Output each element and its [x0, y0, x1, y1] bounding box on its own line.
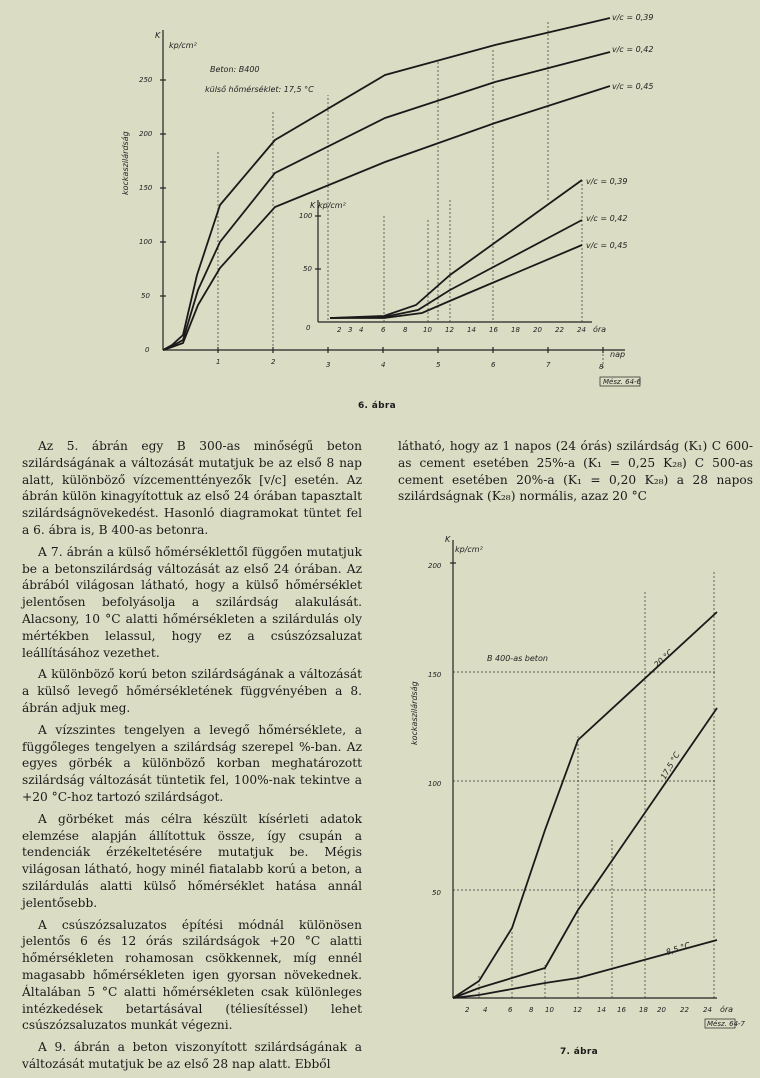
fig7-k: K: [445, 535, 451, 544]
svg-text:6: 6: [381, 326, 386, 334]
svg-text:24: 24: [577, 326, 586, 334]
fig6-ytick-200: 200: [139, 130, 153, 138]
svg-text:7: 7: [546, 361, 551, 369]
fig6-grid: [218, 20, 603, 370]
svg-text:18: 18: [511, 326, 520, 334]
svg-text:22: 22: [555, 326, 564, 334]
fig6-note-temperature: külső hőmérséklet: 17,5 °C: [205, 85, 314, 94]
fig7-ytick-150: 150: [428, 671, 442, 679]
svg-text:20: 20: [657, 1006, 666, 1014]
svg-text:3: 3: [348, 326, 353, 334]
svg-text:8: 8: [599, 363, 604, 371]
svg-text:v/c = 0,42: v/c = 0,42: [586, 214, 628, 223]
fig7-ytick-100: 100: [428, 780, 442, 788]
fig7-curve-20: [453, 612, 717, 998]
svg-text:12: 12: [445, 326, 454, 334]
fig6-ytick-100: 100: [139, 238, 153, 246]
svg-text:6: 6: [491, 361, 496, 369]
svg-text:20 °C: 20 °C: [652, 647, 675, 670]
paragraph: Az 5. ábrán egy B 300-as minőségű beton szilárdságának a változását mutatjuk be az első 8 nap alatt, különböző vízcementtényezők [v/c] esetén. Az ábrán külön kinagyítottuk az első 24 órában tapasztalt szilárdságnövekedést. Hasonló diagramokat tüntet fel a 6. ábra is, B 400-as betonra.: [22, 439, 362, 537]
text-column-left: [22, 438, 362, 1078]
svg-text:16: 16: [617, 1006, 626, 1014]
svg-text:1: 1: [216, 358, 221, 366]
text-column-right: [398, 438, 753, 510]
fig7-xunit: óra: [720, 1005, 734, 1014]
svg-text:0: 0: [306, 324, 311, 332]
svg-text:50: 50: [303, 265, 312, 273]
svg-text:100: 100: [299, 212, 313, 220]
figure-6-caption: 6. ábra: [358, 401, 396, 411]
fig6-note-beton: Beton: B400: [210, 65, 260, 74]
svg-text:4: 4: [483, 1006, 488, 1014]
paragraph: A görbéket más célra készült kísérleti adatok elemzése alapján állítottuk össze, így csupán a tendenciák érzékeltetésére mutatjuk be. Mégis világosan látható, hogy minél fiatalabb korú a beton, a szilárdulás alatti külső hőmérséklet hatása annál jelentősebb.: [22, 811, 362, 910]
fig6-ytick-150: 150: [139, 184, 153, 192]
fig7-note: B 400-as beton: [487, 654, 548, 663]
fig7-unit: kp/cm²: [455, 545, 483, 554]
fig7-curve-175: [453, 708, 717, 998]
fig6-curve-045: [163, 86, 610, 350]
fig6-series-labels: [612, 13, 653, 91]
svg-text:v/c = 0,42: v/c = 0,42: [612, 45, 654, 54]
fig7-x-ticks: [465, 1006, 712, 1014]
fig6-curve-042: [163, 52, 610, 350]
svg-text:4: 4: [381, 361, 386, 369]
svg-text:v/c = 0,39: v/c = 0,39: [586, 177, 628, 186]
fig6-unit: kp/cm²: [169, 41, 197, 50]
svg-text:8: 8: [529, 1006, 534, 1014]
fig7-ytick-200: 200: [428, 562, 442, 570]
paragraph: A különböző korú beton szilárdságának a változását a külső levegő hőmérsékletének függvényében a 8. ábrán adjuk meg.: [22, 667, 362, 715]
svg-text:óra: óra: [593, 325, 607, 334]
svg-text:v/c = 0,45: v/c = 0,45: [612, 82, 654, 91]
fig6-k: K: [155, 31, 161, 40]
svg-text:v/c = 0,39: v/c = 0,39: [612, 13, 654, 22]
svg-text:8,5 °C: 8,5 °C: [664, 940, 692, 957]
figure-7: [395, 530, 746, 1040]
svg-text:kp/cm²: kp/cm²: [318, 201, 346, 210]
svg-text:2: 2: [271, 358, 276, 366]
svg-text:17,5 °C: 17,5 °C: [658, 750, 682, 781]
fig6-code: Mész. 64-6: [603, 378, 642, 386]
fig7-code: Mész. 64-7: [707, 1020, 746, 1028]
svg-text:5: 5: [436, 361, 441, 369]
svg-text:2: 2: [465, 1006, 470, 1014]
svg-text:6: 6: [508, 1006, 513, 1014]
svg-text:8: 8: [403, 326, 408, 334]
svg-text:24: 24: [703, 1006, 712, 1014]
svg-text:18: 18: [639, 1006, 648, 1014]
figure-6: [0, 0, 760, 420]
fig6-ytick-250: 250: [139, 76, 153, 84]
fig6-ylabel: kockaszilárdság: [121, 131, 130, 195]
svg-text:10: 10: [545, 1006, 554, 1014]
svg-text:v/c = 0,45: v/c = 0,45: [586, 241, 628, 250]
fig6-inset: [299, 177, 627, 334]
paragraph: A vízszintes tengelyen a levegő hőmérséklete, a függőleges tengelyen a szilárdság szerepel %-ban. Az egyes görbék a különböző korban meghatározott szilárdság változását tüntetik fel, 100%-nak tekintve a +20 °C-hoz tartozó szilárdságot.: [22, 722, 362, 804]
svg-text:14: 14: [467, 326, 476, 334]
paragraph: A 9. ábrán a beton viszonyított szilárdságának a változását mutatjuk be az első 28 nap alatt. Ebből: [22, 1040, 362, 1071]
fig7-ylabel: kockaszilárdság: [410, 681, 419, 745]
paragraph: A csúszózsaluzatos építési módnál különösen jelentős 6 és 12 órás szilárdságok +20 °C alatti hőmérsékleten rohamosan csökkennek, míg ennél magasabb hőmérsékleten igen gyorsan növekednek. Általában 5 °C alatti hőmérsékleten csak különleges intézkedések betartásával (téliesítéssel) lehet csúszózsaluzatos munkát végezni.: [22, 917, 362, 1033]
svg-text:22: 22: [680, 1006, 689, 1014]
paragraph: A 7. ábrán a külső hőmérséklettől függően mutatjuk be a betonszilárdság változását az első 24 órában. Az ábrából világosan látható, hogy a külső hőmérséklet jelentősen befolyásolja a szilárdság alakulását. Alacsony, 10 °C alatti hőmérsékleten a szilárdulás oly mértékben lelassul, hogy ez a csúszózsaluzat leállításához vezethet.: [22, 544, 362, 660]
fig7-ytick-50: 50: [432, 889, 441, 897]
paragraph: látható, hogy az 1 napos (24 órás) szilárdság (K₁) C 600-as cement esetében 25%-a (K₁ = 0,25 K₂₈) C 500-as cement esetében 20%-a (K₁ = 0,20 K₂₈) a 28 napos szilárdságnak (K₂₈) normális, azaz 20 °C: [398, 439, 753, 504]
fig6-ytick-0: 0: [145, 346, 150, 354]
fig6-y-ticks: [139, 76, 166, 354]
svg-text:20: 20: [533, 326, 542, 334]
figure-7-caption: 7. ábra: [560, 1047, 598, 1057]
svg-text:K: K: [310, 201, 316, 210]
svg-text:14: 14: [597, 1006, 606, 1014]
fig6-xunit: nap: [610, 350, 626, 359]
svg-text:10: 10: [423, 326, 432, 334]
fig6-ytick-50: 50: [141, 292, 150, 300]
svg-text:4: 4: [359, 326, 364, 334]
svg-text:12: 12: [573, 1006, 582, 1014]
svg-text:16: 16: [489, 326, 498, 334]
svg-text:2: 2: [337, 326, 342, 334]
svg-text:3: 3: [326, 361, 331, 369]
